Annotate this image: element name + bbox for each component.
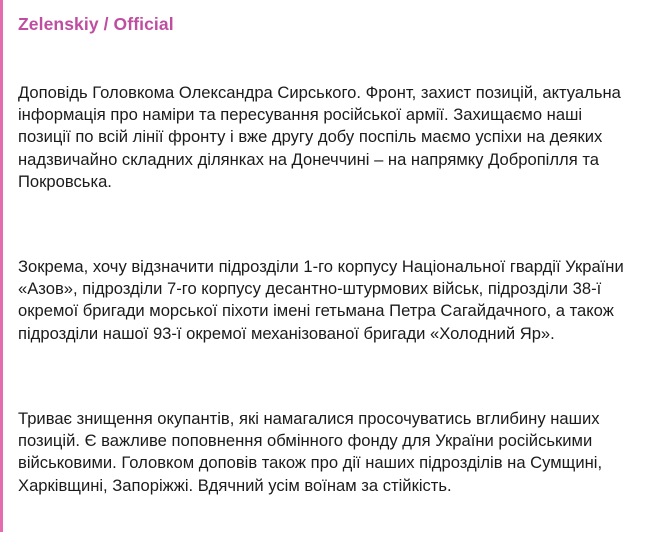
message-paragraph: Триває знищення окупантів, які намагалися просочуватись вглибину наших позицій. Є важливе поповнення обмінного фонду для України російськими військовими. Головком доповів також про дії наших підрозділів на Сумщині, Харківщині, Запоріжжі. Вдячний усім воїнам за стійкість. [18, 408, 607, 495]
channel-title[interactable]: Zelenskiy / Official [18, 14, 174, 34]
message-paragraph: Доповідь Головкома Олександра Сирського. Фронт, захист позицій, актуальна інформація про наміри та пересування російської армії. Захищаємо наші позиції по всій лінії фронту і вже другу добу поспіль маємо успіхи на деяких надзвичайно складних ділянках на Донеччині – на напрямку Добропілля та Покровська. [18, 82, 626, 191]
message-paragraph: Зокрема, хочу відзначити підрозділи 1-го корпусу Національної гвардії України «Азов», підрозділи 7-го корпусу десантно-штурмових військ, підрозділи 38-ї окремої бригади морської піхоти імені гетьмана Петра Сагайдачного, а також підрозділи нашої 93-ї окремої механізованої бригади «Холодний Яр». [18, 256, 629, 343]
message-text [18, 37, 633, 542]
channel-accent-bar [0, 0, 3, 532]
